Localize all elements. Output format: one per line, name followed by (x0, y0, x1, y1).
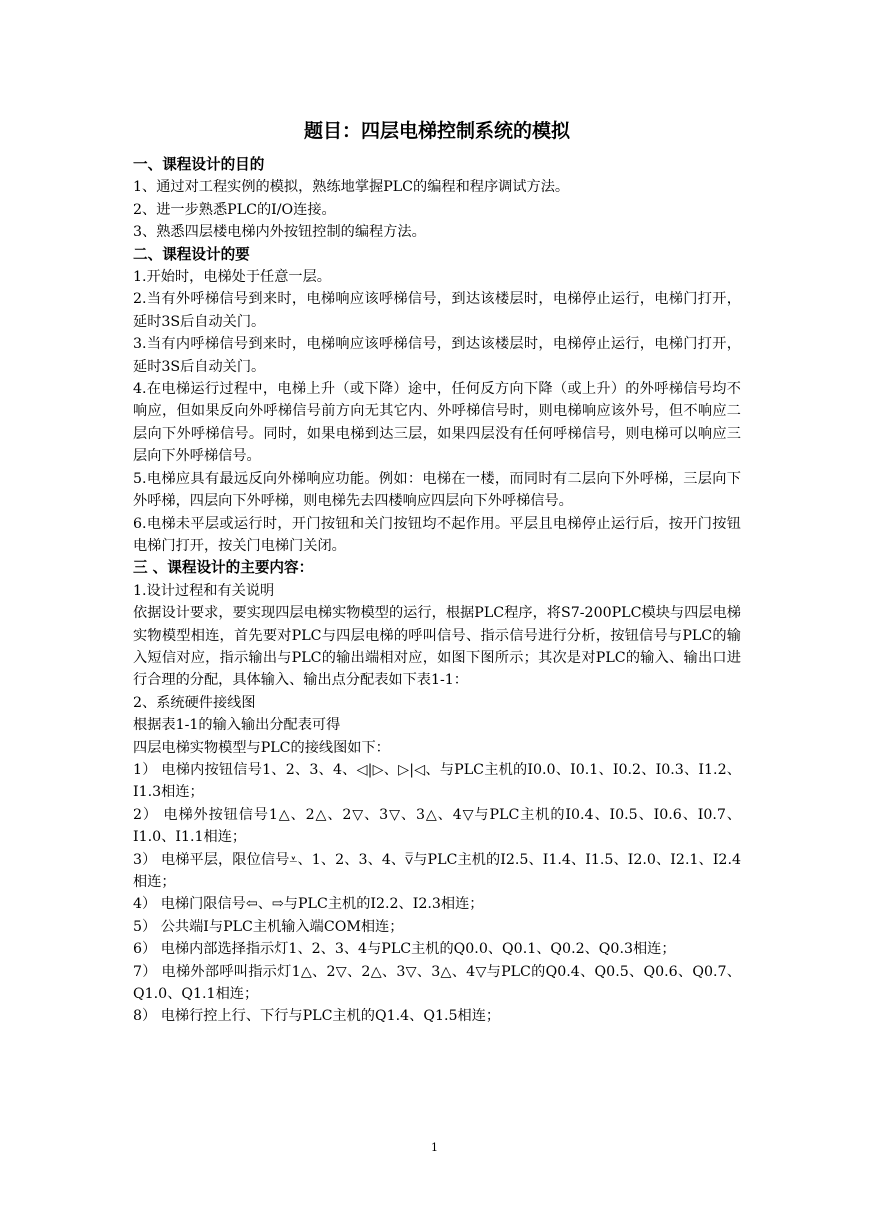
section-heading: 二、课程设计的要 (133, 245, 250, 263)
paragraph: 1.设计过程和有关说明 (133, 582, 275, 599)
page-number: 1 (431, 1141, 438, 1154)
paragraph: 6） 电梯内部选择指示灯1、2、3、4与PLC主机的Q0.0、Q0.1、Q0.2、Q0.3相连； (133, 941, 676, 958)
paragraph: 3） 电梯平层，限位信号⩡、1、2、3、4、⩢与PLC主机的I2.5、I1.4、I1.5、I2.0、I2.1、I2.4相连； (133, 851, 741, 890)
paragraph: 依据设计要求，要实现四层电梯实物模型的运行，根据PLC程序，将S7-200PLC模块与四层电梯实物模型相连，首先要对PLC与四层电梯的呼叫信号、指示信号进行分析，按钮信号与PLC的输入短信对应，指示输出与PLC的输出端相对应，如图下图所示；其次是对PLC的输入、输出口进行合理的分配，具体输入、输出点分配表如下表1-1： (133, 605, 741, 689)
paragraph: 四层电梯实物模型与PLC的接线图如下： (133, 739, 390, 756)
paragraph: 4.在电梯运行过程中，电梯上升（或下降）途中，任何反方向下降（或上升）的外呼梯信号均不响应，但如果反向外呼梯信号前方向无其它内、外呼梯信号时，则电梯响应该外号，但不响应二层向下外呼梯信号。同时，如果电梯到达三层，如果四层没有任何呼梯信号，则电梯可以响应三层向下外呼梯信号。 (133, 381, 741, 465)
paragraph: 5.电梯应具有最远反向外梯响应功能。例如：电梯在一楼，而同时有二层向下外呼梯，三层向下外呼梯，四层向下外呼梯，则电梯先去四楼响应四层向下外呼梯信号。 (133, 470, 741, 510)
paragraph: 5） 公共端I与PLC主机输入端COM相连； (133, 918, 404, 935)
document-title: 题目：四层电梯控制系统的模拟 (303, 120, 570, 142)
paragraph: 3、熟悉四层楼电梯内外按钮控制的编程方法。 (133, 224, 426, 241)
document-blocks (133, 154, 741, 1028)
paragraph: 1、通过对工程实例的模拟，熟练地掌握PLC的编程和程序调试方法。 (133, 179, 570, 196)
document-body (133, 118, 741, 1028)
paragraph: 3.当有内呼梯信号到来时，电梯响应该呼梯信号，到达该楼层时，电梯停止运行，电梯门打开，延时3S后自动关门。 (133, 336, 741, 375)
paragraph: 2、进一步熟悉PLC的I/O连接。 (133, 201, 336, 218)
paragraph: 2） 电梯外按钮信号1△、2△、2▽、3▽、3△、4▽与PLC主机的I0.4、I0.5、I0.6、I0.7、I1.0、I1.1相连； (133, 806, 741, 846)
paragraph: 根据表1-1的输入输出分配表可得 (133, 717, 341, 734)
section-heading: 三 、课程设计的主要内容： (133, 559, 314, 577)
paragraph: 7） 电梯外部呼叫指示灯1△、2▽、2△、3▽、3△、4▽与PLC的Q0.4、Q0.5、Q0.6、Q0.7、Q1.0、Q1.1相连； (133, 963, 741, 1003)
paragraph: 8） 电梯行控上行、下行与PLC主机的Q1.4、Q1.5相连； (133, 1008, 501, 1025)
paragraph: 2.当有外呼梯信号到来时，电梯响应该呼梯信号，到达该楼层时，电梯停止运行，电梯门打开，延时3S后自动关门。 (133, 291, 741, 330)
paragraph: 2、系统硬件接线图 (133, 694, 256, 711)
paragraph: 1） 电梯内按钮信号1、2、3、4、◁|▷、▷|◁、与PLC主机的I0.0、I0.1、I0.2、I0.3、I1.2、I1.3相连； (133, 761, 741, 801)
paragraph: 6.电梯未平层或运行时，开门按钮和关门按钮均不起作用。平层且电梯停止运行后，按开门按钮电梯门打开，按关门电梯门关闭。 (133, 515, 741, 554)
paragraph: 4） 电梯门限信号⇦、⇨与PLC主机的I2.2、I2.3相连； (133, 896, 484, 913)
paragraph: 1.开始时，电梯处于任意一层。 (133, 269, 331, 286)
section-heading: 一、课程设计的目的 (133, 156, 265, 173)
